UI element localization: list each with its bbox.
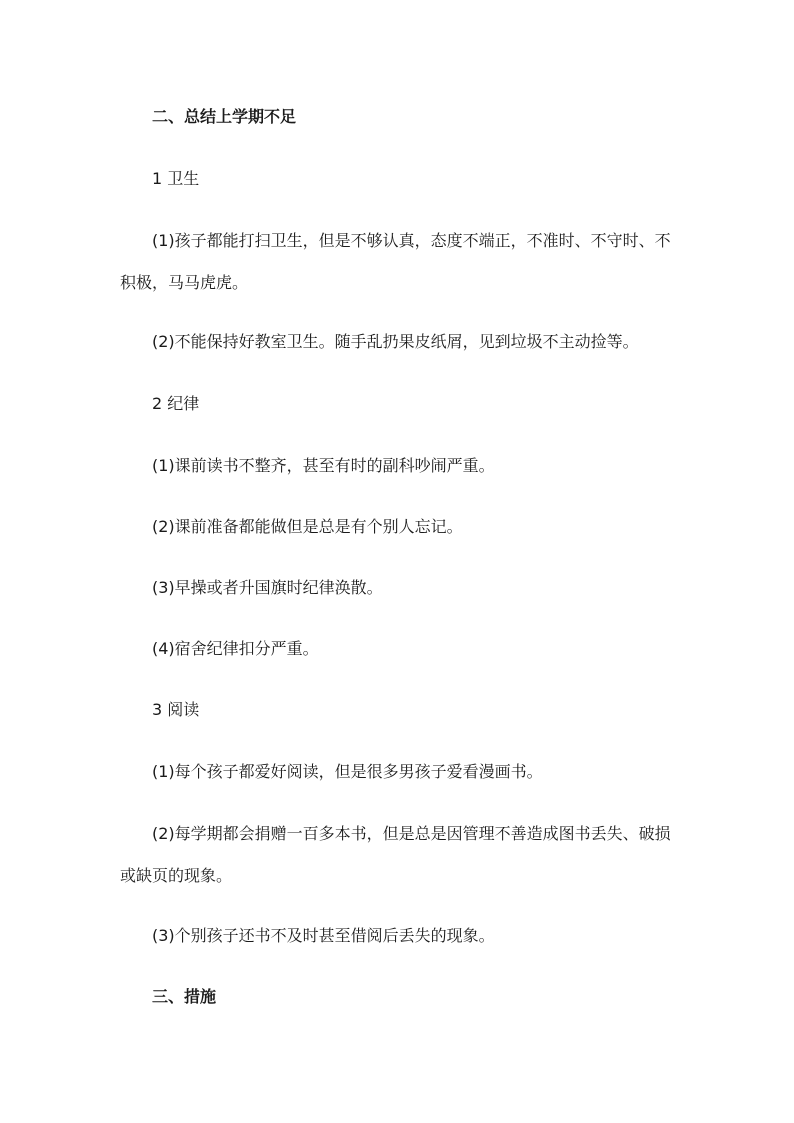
hygiene-item-2: (2)不能保持好教室卫生。随手乱扔果皮纸屑，见到垃圾不主动捡等。 <box>152 332 639 351</box>
reading-item-3: (3)个别孩子还书不及时甚至借阅后丢失的现象。 <box>152 926 495 945</box>
reading-item-1: (1)每个孩子都爱好阅读，但是很多男孩子爱看漫画书。 <box>152 762 543 781</box>
subheading-reading: 3 阅读 <box>152 700 200 719</box>
subheading-hygiene: 1 卫生 <box>152 169 200 188</box>
discipline-item-4: (4)宿舍纪律扣分严重。 <box>152 639 319 658</box>
subheading-discipline: 2 纪律 <box>152 394 200 413</box>
discipline-item-3: (3)早操或者升国旗时纪律涣散。 <box>152 578 383 597</box>
section-heading-summary: 二、总结上学期不足 <box>152 107 297 126</box>
discipline-item-2: (2)课前准备都能做但是总是有个别人忘记。 <box>152 517 463 536</box>
hygiene-item-1: (1)孩子都能打扫卫生，但是不够认真，态度不端正，不准时、不守时、不积极，马马虎虎。 <box>120 231 671 292</box>
section-heading-measures: 三、措施 <box>152 987 217 1006</box>
discipline-item-1: (1)课前读书不整齐，甚至有时的副科吵闹严重。 <box>152 456 495 475</box>
reading-item-2: (2)每学期都会捐赠一百多本书，但是总是因管理不善造成图书丢失、破损或缺页的现象。 <box>120 824 671 885</box>
